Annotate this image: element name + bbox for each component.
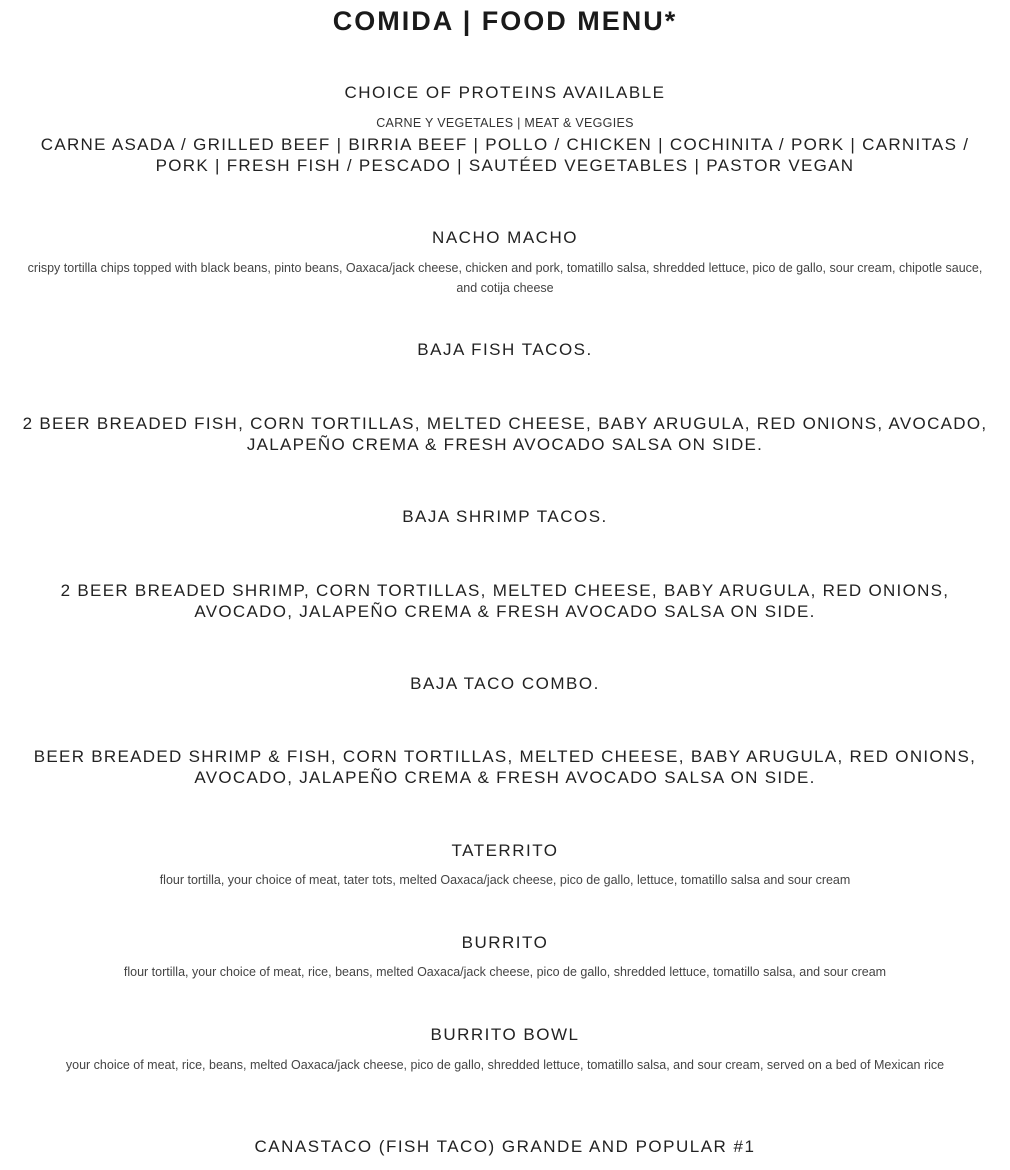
item-name-taterrito: TATERRITO [451, 841, 559, 860]
item-name-baja-shrimp-tacos: BAJA SHRIMP TACOS. [402, 507, 608, 526]
item-description-baja-fish-tacos: 2 BEER BREADED FISH, CORN TORTILLAS, MELTED CHEESE, BABY ARUGULA, RED ONIONS, AVOCADO, JALAPEÑO CREMA & FRESH AVOCADO SALSA ON SIDE. [22, 414, 988, 454]
item-name-burrito: BURRITO [461, 933, 549, 952]
item-description-baja-taco-combo: BEER BREADED SHRIMP & FISH, CORN TORTILLAS, MELTED CHEESE, BABY ARUGULA, RED ONIONS, AVOCADO, JALAPEÑO CREMA & FRESH AVOCADO SALSA ON SIDE. [33, 747, 977, 787]
item-name-baja-taco-combo: BAJA TACO COMBO. [410, 674, 600, 693]
item-description-taterrito: flour tortilla, your choice of meat, tater tots, melted Oaxaca/jack cheese, pico de gallo, lettuce, tomatillo salsa and sour cream [159, 873, 851, 887]
proteins-heading: CHOICE OF PROTEINS AVAILABLE [344, 83, 666, 102]
item-name-canastaco: CANASTACO (FISH TACO) GRANDE AND POPULAR #1 [254, 1137, 756, 1156]
item-name-nacho-macho: NACHO MACHO [432, 228, 578, 247]
item-description-burrito-bowl: your choice of meat, rice, beans, melted Oaxaca/jack cheese, pico de gallo, shredded lettuce, tomatillo salsa, and sour cream, served on a bed of Mexican rice [65, 1058, 945, 1072]
item-description-nacho-macho: crispy tortilla chips topped with black beans, pinto beans, Oaxaca/jack cheese, chicken and pork, tomatillo salsa, shredded lettuce, pico de gallo, sour cream, chipotle sauce, and cotija cheese [27, 261, 983, 295]
menu-title: COMIDA | FOOD MENU* [332, 6, 678, 36]
proteins-subheading: CARNE Y VEGETALES | MEAT & VEGGIES [376, 116, 634, 130]
item-name-baja-fish-tacos: BAJA FISH TACOS. [417, 340, 593, 359]
item-name-burrito-bowl: BURRITO BOWL [430, 1025, 580, 1044]
proteins-list: CARNE ASADA / GRILLED BEEF | BIRRIA BEEF | POLLO / CHICKEN | COCHINITA / PORK | CARNITAS / PORK | FRESH FISH / PESCADO | SAUTÉED VEGETABLES | PASTOR VEGAN [40, 135, 970, 175]
item-description-baja-shrimp-tacos: 2 BEER BREADED SHRIMP, CORN TORTILLAS, MELTED CHEESE, BABY ARUGULA, RED ONIONS, AVOCADO, JALAPEÑO CREMA & FRESH AVOCADO SALSA ON SIDE. [60, 581, 950, 621]
item-description-burrito: flour tortilla, your choice of meat, rice, beans, melted Oaxaca/jack cheese, pico de gallo, shredded lettuce, tomatillo salsa, and sour cream [123, 965, 887, 979]
